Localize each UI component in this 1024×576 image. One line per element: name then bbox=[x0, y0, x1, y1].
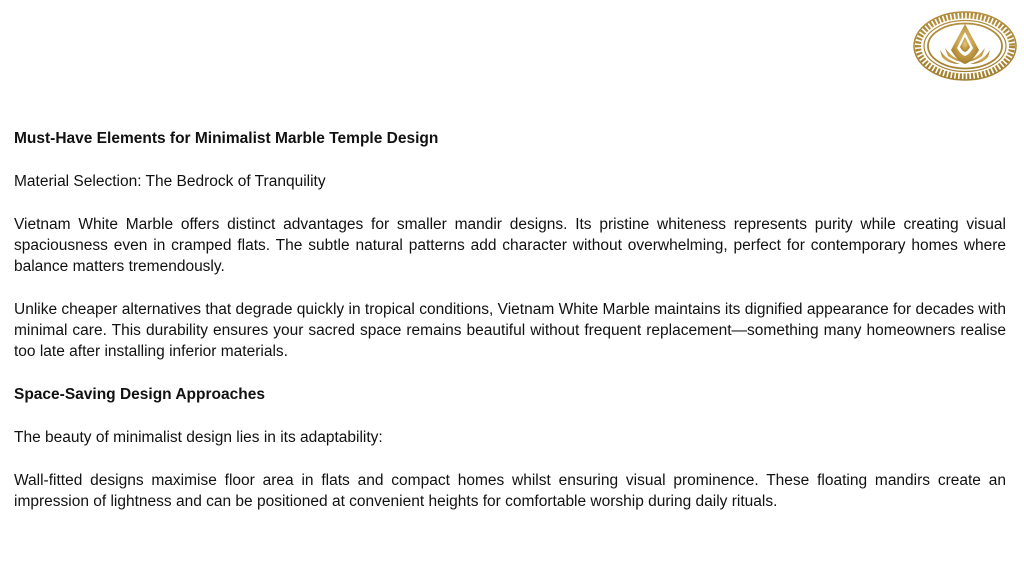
section-heading: Space-Saving Design Approaches bbox=[14, 386, 265, 403]
section-heading: Must-Have Elements for Minimalist Marble Temple Design bbox=[14, 130, 439, 147]
brand-logo bbox=[912, 10, 1018, 82]
paragraph: The beauty of minimalist design lies in its adaptability: bbox=[14, 429, 383, 446]
article-body bbox=[14, 128, 1006, 534]
paragraph: Wall-fitted designs maximise floor area in flats and compact homes whilst ensuring visual prominence. These floating mandirs create an impression of lightness and can be positioned at convenient heights for comfortable worship during daily rituals. bbox=[14, 472, 1006, 510]
subsection-title: Material Selection: The Bedrock of Tranquility bbox=[14, 173, 326, 190]
paragraph: Vietnam White Marble offers distinct advantages for smaller mandir designs. Its pristine whiteness represents purity while creating visual spaciousness even in cramped flats. The subtle natural patterns add character without overwhelming, perfect for contemporary homes where balance matters tremendously. bbox=[14, 216, 1006, 275]
paragraph: Unlike cheaper alternatives that degrade quickly in tropical conditions, Vietnam White Marble maintains its dignified appearance for decades with minimal care. This durability ensures your sacred space remains beautiful without frequent replacement—something many homeowners realise too late after installing inferior materials. bbox=[14, 301, 1006, 360]
